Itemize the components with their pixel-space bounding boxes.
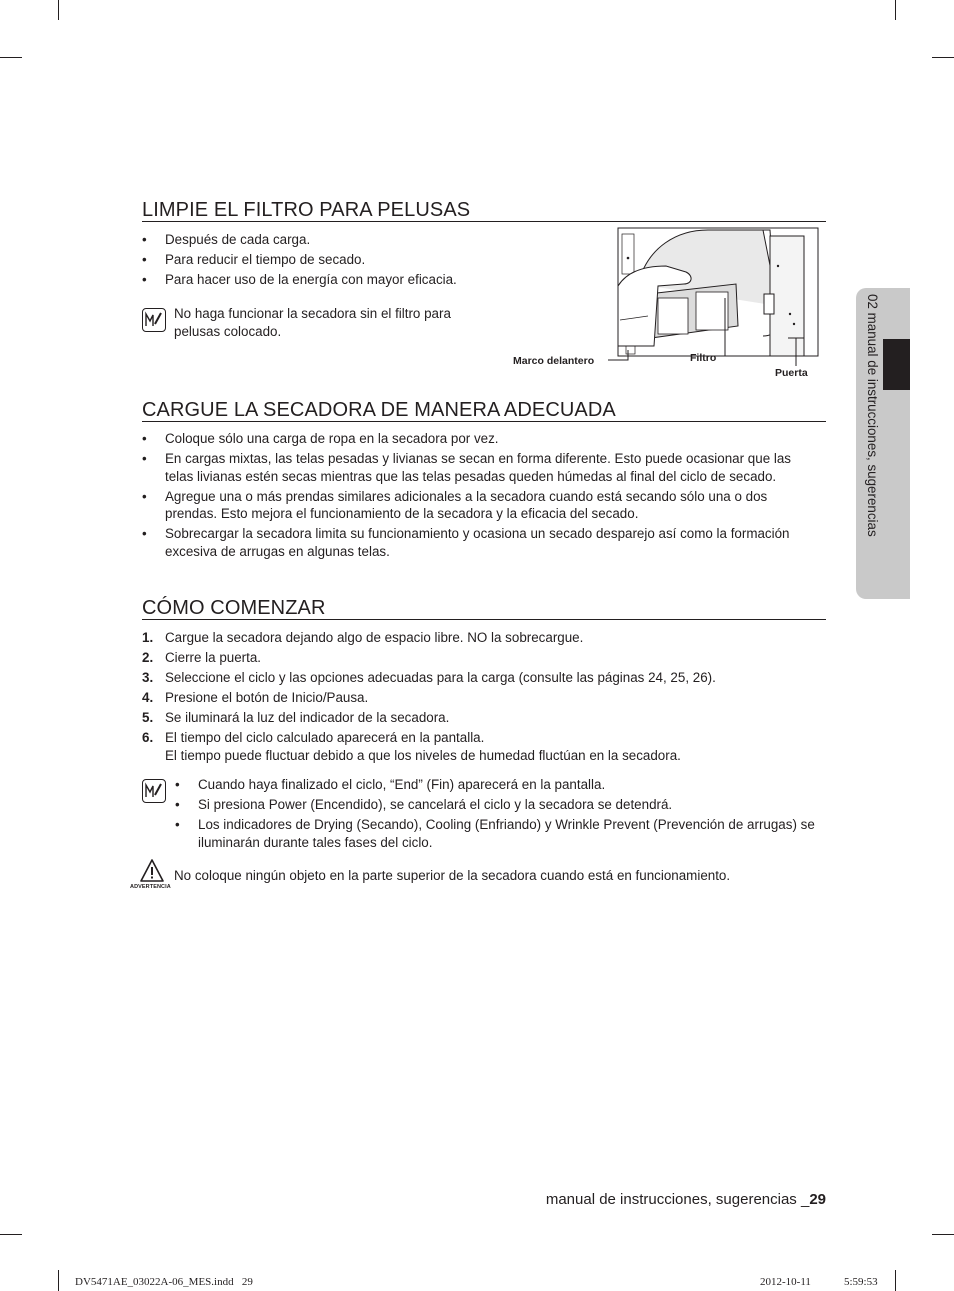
list-item: 3. Seleccione el ciclo y las opciones adecuadas para la carga (consulte las páginas 24, 25, 26). xyxy=(142,670,716,685)
section-title-how-to-start: CÓMO COMENZAR xyxy=(142,597,826,620)
list-item: 4. Presione el botón de Inicio/Pausa. xyxy=(142,690,369,705)
list-item: • Agregue una o más prendas similares adicionales a la secadora cuando está secando sólo una o dos prendas. Esto mejora el funcionamiento de la secadora y la eficacia del secado. xyxy=(142,488,768,521)
crop-mark xyxy=(932,1234,954,1235)
figure-label-filter: Filtro xyxy=(690,352,717,364)
start-note-bullet-list xyxy=(175,776,829,854)
list-item: 1. Cargue la secadora dejando algo de espacio libre. NO la sobrecargue. xyxy=(142,630,584,645)
crop-mark xyxy=(895,1270,896,1291)
chapter-side-label: 02 manual de instrucciones, sugerencias xyxy=(865,294,880,537)
load-dryer-bullet-list xyxy=(142,430,822,563)
chapter-tab-marker xyxy=(883,339,910,390)
page-footer xyxy=(546,1191,826,1208)
warning-label: ADVERTENCIA xyxy=(130,884,171,890)
page-number: 29 xyxy=(809,1191,826,1208)
list-item: • Para reducir el tiempo de secado. xyxy=(142,252,366,267)
section-title-load-dryer: CARGUE LA SECADORA DE MANERA ADECUADA xyxy=(142,399,826,422)
slug-date: 2012-10-11 xyxy=(760,1276,811,1288)
crop-mark xyxy=(932,57,954,58)
section-title-lint-filter: LIMPIE EL FILTRO PARA PELUSAS xyxy=(142,199,826,222)
note-pencil-icon xyxy=(142,308,166,332)
list-item: • Sobrecargar la secadora limita su funcionamiento y ocasiona un secado desparejo así como la formación excesiva de arrugas en algunas telas. xyxy=(142,526,790,559)
crop-mark xyxy=(0,57,22,58)
list-item: • Cuando haya finalizado el ciclo, “End” (Fin) aparecerá en la pantalla. xyxy=(175,777,606,792)
figure-label-door: Puerta xyxy=(775,367,808,379)
list-item: • Después de cada carga. xyxy=(142,232,311,247)
list-item: 5. Se iluminará la luz del indicador de la secadora. xyxy=(142,710,450,725)
list-item: • Para hacer uso de la energía con mayor eficacia. xyxy=(142,272,457,287)
warning-triangle-icon xyxy=(139,858,165,884)
crop-mark xyxy=(0,1234,22,1235)
lint-filter-bullet-list xyxy=(142,231,502,291)
crop-mark xyxy=(895,0,896,20)
footer-text: manual de instrucciones, sugerencias _ xyxy=(545,1191,810,1208)
list-item: • Los indicadores de Drying (Secando), Cooling (Enfriando) y Wrinkle Prevent (Prevención de arrugas) se iluminarán durante tales fases del ciclo. xyxy=(175,817,815,850)
warning-text: No coloque ningún objeto en la parte superior de la secadora cuando está en funcionamiento. xyxy=(174,868,731,883)
crop-mark xyxy=(58,1270,59,1291)
list-item: • Si presiona Power (Encendido), se cancelará el ciclo y la secadora se detendrá. xyxy=(175,797,673,812)
list-item: 2. Cierre la puerta. xyxy=(142,650,262,665)
note-pencil-icon xyxy=(142,779,166,803)
slug-filename: DV5471AE_03022A-06_MES.indd 29 xyxy=(75,1276,253,1288)
slug-time: 5:59:53 xyxy=(844,1276,878,1288)
lint-filter-note: No haga funcionar la secadora sin el filtro para pelusas colocado. xyxy=(174,306,451,339)
list-item: 6. El tiempo del ciclo calculado aparecerá en la pantalla. El tiempo puede fluctuar debido a que los niveles de humedad fluctúan en la secadora. xyxy=(142,730,681,763)
start-steps-list xyxy=(142,629,832,767)
list-item: • En cargas mixtas, las telas pesadas y livianas se secan en forma diferente. Esto puede ocasionar que las telas livianas estén secas mientras que las telas pesadas queden húmedas al final del ciclo de secado. xyxy=(142,451,791,484)
figure-label-frame: Marco delantero xyxy=(513,355,595,367)
list-item: • Coloque sólo una carga de ropa en la secadora por vez. xyxy=(142,431,499,446)
crop-mark xyxy=(58,0,59,20)
